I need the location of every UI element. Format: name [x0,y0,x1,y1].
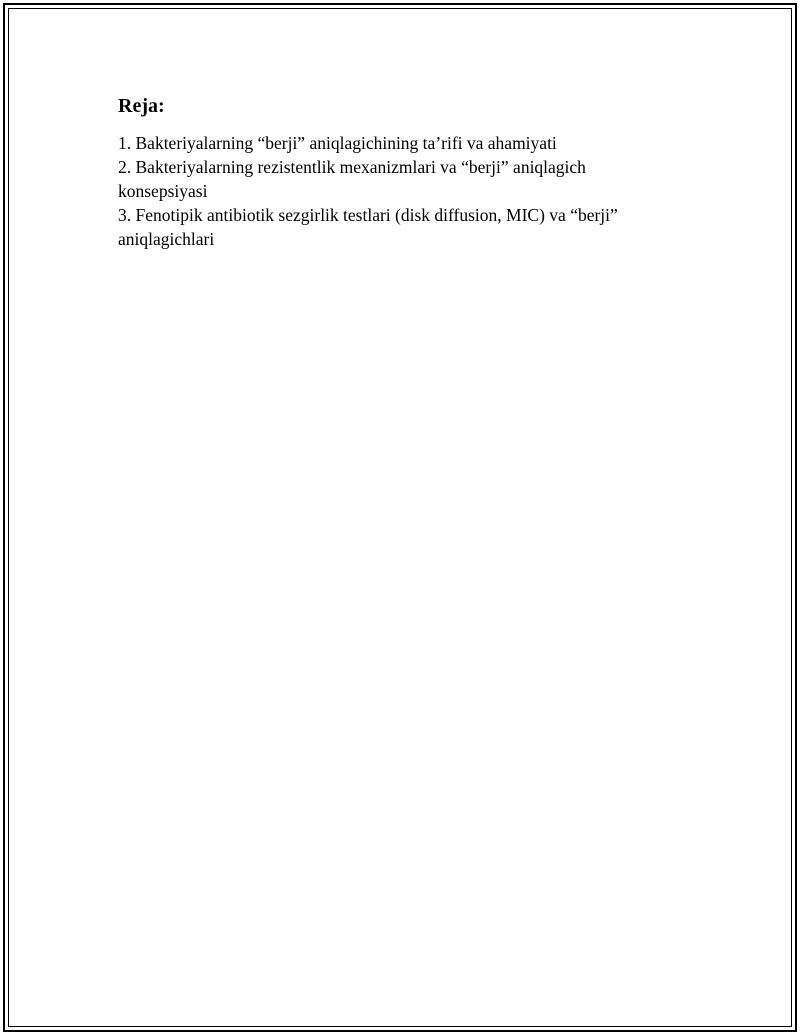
page-content [118,93,658,251]
plan-item-3: 3. Fenotipik antibiotik sezgirlik testlari (disk diffusion, MIC) va “berji” aniqlagichlari [118,205,618,249]
plan-heading: Reja: [118,95,165,117]
plan-item-1: 1. Bakteriyalarning “berji” aniqlagichining ta’rifi va ahamiyati [118,133,557,153]
plan-list [118,131,658,251]
plan-item-2: 2. Bakteriyalarning rezistentlik mexanizmlari va “berji” aniqlagich konsepsiyasi [118,157,586,201]
